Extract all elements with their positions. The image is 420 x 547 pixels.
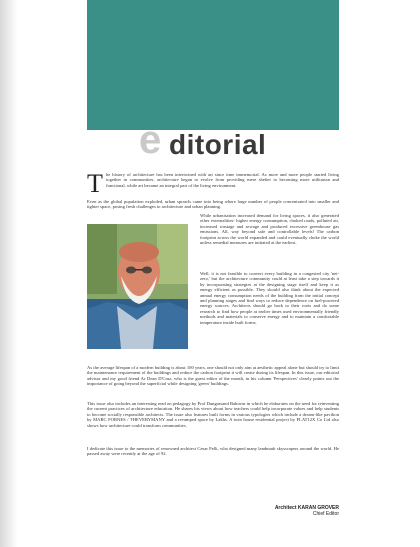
paragraph-6: This issue also includes an interesting read on pedagogy by Prof Dungarsand Bahuvar in which he elaborates on the need for reinventing the current practices of architecture education. He shares his views about how teachers could help incorporate values and help students to become socially responsible architects. The issue also features built forms in various typologies which include a dream-like pavilion by MARC FORNES / THEVERYMANY and a revamped space by Lakhs. A twin house residential project by FLAT12X Co Ltd also shows how architecture could transform communities. xyxy=(87,401,339,428)
paragraph-7: I dedicate this issue to the memories of renowned architect Cesar Pelli, who designed many landmark skyscrapers around the world. He passed away were recently at the age of 92. xyxy=(87,446,339,457)
paragraph-5: As the average lifespan of a modern building is about 100 years, one should not only aim at aesthetic appeal alone but should try to limit the maintenance requirement of the buildings and reduce the carbon footprint it will create during its lifespan. In this issue, our editorial advisor and my good friend Ar Dean D'Cruz, who is the guest editor of the month, in his column 'Perspectives' clearly points out the importance of going beyond the superficial while designing 'green' buildings. xyxy=(87,365,339,387)
portrait-image xyxy=(87,224,188,349)
paragraph-3: While urbanisation increased demand for living spaces, it also generated other externalities- higher energy consumption, choked roads, polluted air, increased wastage and sewage and produced excessive greenhouse gas emissions. All, way beyond safe and controllable levels! The carbon footprint across the world expanded and could eventually choke the world unless remedial measures are initiated at the earliest. xyxy=(200,213,339,246)
title-initial: e xyxy=(139,118,162,162)
signature-name: Architect KARAN GROVER xyxy=(274,505,339,511)
page-edge-shadow xyxy=(0,0,18,547)
intro-paragraph: he history of architecture has been intertwined with art since time immemorial. As more and more people started living together in communities, architecture began to evolve from providing mere shelter to becoming more utilitarian and functional, while art became an integral part of the living environment. xyxy=(106,172,339,188)
editor-photo xyxy=(87,224,188,349)
paragraph-4: Well, it is not feasible to convert every building in a congested city 'net-zero,' but the architecture community could at least take a step towards it by incorporating strategies at the designing stage itself and keep it as energy efficient as possible. They should also think about the expected annual energy consumption needs of the building from the initial concept and planning stages and find ways to reduce dependence on fuel-powered energy sources. Architects should go back to their roots and do some research to find how people at earlier times used environmentally friendly methods and materials to conserve energy and to maintain a comfortable temperature inside built forms. xyxy=(200,271,339,325)
signature-title: Chief Editor xyxy=(312,511,339,517)
paragraph-2: Even as the global population exploded, urban sprawls came into being where large number of people concentrated into smaller and tighter space, posing fresh challenges to architecture and urban planning. xyxy=(87,199,339,210)
drop-cap: T xyxy=(87,169,103,198)
header-color-block xyxy=(87,0,339,130)
page-title xyxy=(87,118,339,168)
title-text: ditorial xyxy=(169,129,267,160)
